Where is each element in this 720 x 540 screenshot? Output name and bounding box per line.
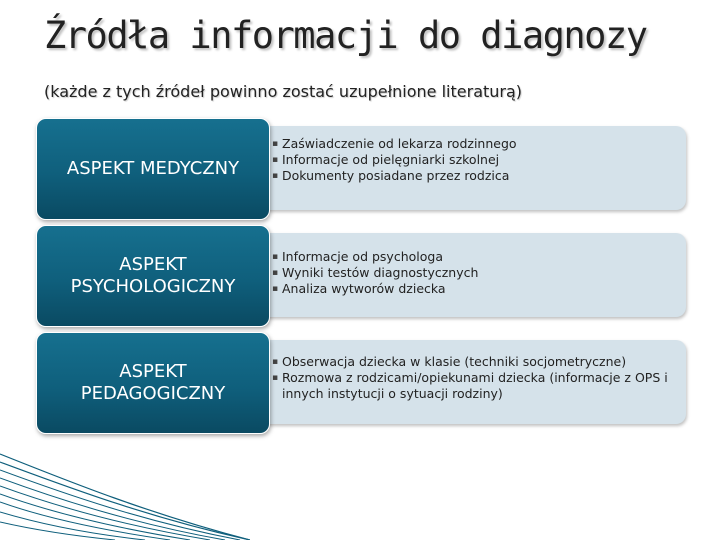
- detail-box-pedagogical: [240, 340, 686, 424]
- slide-subtitle: (każde z tych źródeł powinno zostać uzupełnione literaturą): [44, 82, 523, 101]
- detail-item: ▪ Zaświadczenie od lekarza rodzinnego: [272, 136, 678, 152]
- detail-item: ▪ Dokumenty posiadane przez rodzica: [272, 168, 678, 184]
- detail-item: ▪ Wyniki testów diagnostycznych: [272, 265, 678, 281]
- detail-list-psychological: [272, 249, 678, 297]
- aspect-box-medical: [36, 118, 270, 220]
- aspect-label-medical: ASPEKT MEDYCZNY: [66, 158, 240, 179]
- decorative-wave-graphic: [0, 452, 250, 540]
- slide-title: Źródła informacji do diagnozy: [44, 14, 647, 57]
- aspect-row-medical: [0, 118, 720, 218]
- detail-item: ▪ Obserwacja dziecka w klasie (techniki socjometryczne): [272, 354, 678, 370]
- aspect-label-psychological: ASPEKT PSYCHOLOGICZNY: [70, 254, 236, 297]
- detail-item: ▪ Analiza wytworów dziecka: [272, 281, 678, 297]
- detail-item: ▪ Informacje od pielęgniarki szkolnej: [272, 152, 678, 168]
- detail-item: ▪ Rozmowa z rodzicami/opiekunami dziecka (informacje z OPS i innych instytucji o sytuacji rodziny): [272, 370, 678, 402]
- detail-box-psychological: [240, 233, 686, 317]
- aspect-label-pedagogical: ASPEKT PEDAGOGICZNY: [80, 361, 226, 404]
- aspect-row-psychological: [0, 225, 720, 325]
- aspect-row-pedagogical: [0, 332, 720, 432]
- detail-list-medical: [272, 136, 678, 184]
- detail-list-pedagogical: [272, 354, 678, 402]
- aspect-box-pedagogical: [36, 332, 270, 434]
- detail-item: ▪ Informacje od psychologa: [272, 249, 678, 265]
- aspect-box-psychological: [36, 225, 270, 327]
- detail-box-medical: [240, 126, 686, 210]
